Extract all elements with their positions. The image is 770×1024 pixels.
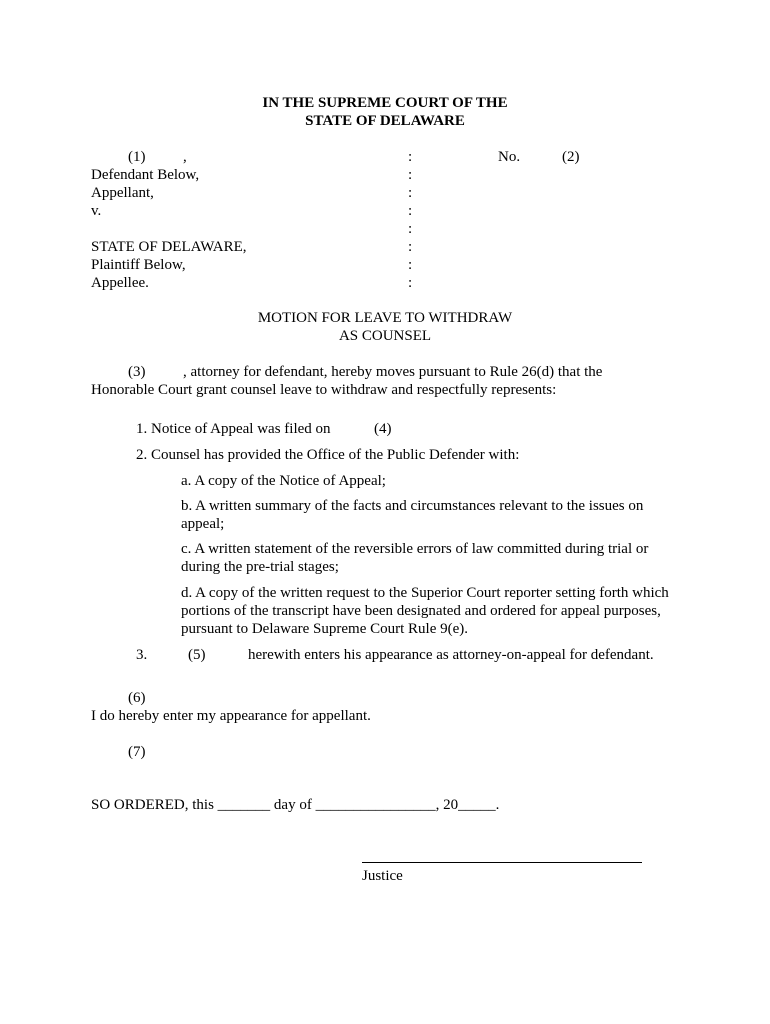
item-2b-line-1: b. A written summary of the facts and circumstances relevant to the issues on (181, 498, 644, 514)
case-number-label: No. (498, 149, 521, 165)
caption-state: STATE OF DELAWARE, (91, 239, 247, 255)
signature-field-7: (7) (128, 744, 146, 760)
caption-comma: , (183, 149, 187, 165)
item-1-text: 1. Notice of Appeal was filed on (136, 421, 331, 437)
motion-title-line-2: AS COUNSEL (338, 328, 432, 344)
item-2a: a. A copy of the Notice of Appeal; (181, 473, 386, 489)
item-2b-line-2: appeal; (181, 516, 225, 532)
so-ordered-line: SO ORDERED, this _______ day of ________________, 20_____. (91, 797, 500, 813)
justice-label: Justice (362, 868, 403, 884)
heading-line-1: IN THE SUPREME COURT OF THE (262, 95, 508, 111)
case-number-field: (2) (562, 149, 580, 165)
item-2-text: 2. Counsel has provided the Office of the Public Defender with: (136, 447, 520, 463)
signature-field-6: (6) (128, 690, 146, 706)
caption-versus: v. (91, 203, 102, 219)
caption-colon: : (408, 149, 413, 165)
caption-defendant-below: Defendant Below, (91, 167, 200, 183)
item-2d-line-2: portions of the transcript have been designated and ordered for appeal purposes, (181, 603, 661, 619)
item-2d-line-3: pursuant to Delaware Supreme Court Rule 9(e). (181, 621, 468, 637)
caption-colon: : (408, 275, 413, 291)
motion-title-line-1: MOTION FOR LEAVE TO WITHDRAW (257, 310, 513, 326)
caption-plaintiff-below: Plaintiff Below, (91, 257, 186, 273)
item-2c-line-1: c. A written statement of the reversible errors of law committed during trial or (181, 541, 649, 557)
item-2d-line-1: d. A copy of the written request to the Superior Court reporter setting forth which (181, 585, 669, 601)
item-3-field: (5) (188, 647, 206, 663)
caption-field-1: (1) (128, 149, 146, 165)
heading-line-2: STATE OF DELAWARE (305, 113, 465, 129)
caption-colon: : (408, 257, 413, 273)
attorney-name-field: (3) (128, 364, 146, 380)
caption-colon: : (408, 167, 413, 183)
caption-colon: : (408, 221, 413, 237)
caption-appellee: Appellee. (91, 275, 149, 291)
intro-line-2: Honorable Court grant counsel leave to withdraw and respectfully represents: (91, 382, 557, 398)
caption-colon: : (408, 239, 413, 255)
item-2c-line-2: during the pre-trial stages; (181, 559, 339, 575)
justice-signature-line (362, 862, 642, 863)
notice-date-field: (4) (374, 421, 392, 437)
intro-line-1: , attorney for defendant, hereby moves pursuant to Rule 26(d) that the (183, 364, 603, 380)
appearance-statement: I do hereby enter my appearance for appellant. (91, 708, 371, 724)
caption-appellant: Appellant, (91, 185, 154, 201)
item-3-text: herewith enters his appearance as attorney-on-appeal for defendant. (248, 647, 654, 663)
item-3-number: 3. (136, 647, 148, 663)
caption-colon: : (408, 203, 413, 219)
caption-colon: : (408, 185, 413, 201)
